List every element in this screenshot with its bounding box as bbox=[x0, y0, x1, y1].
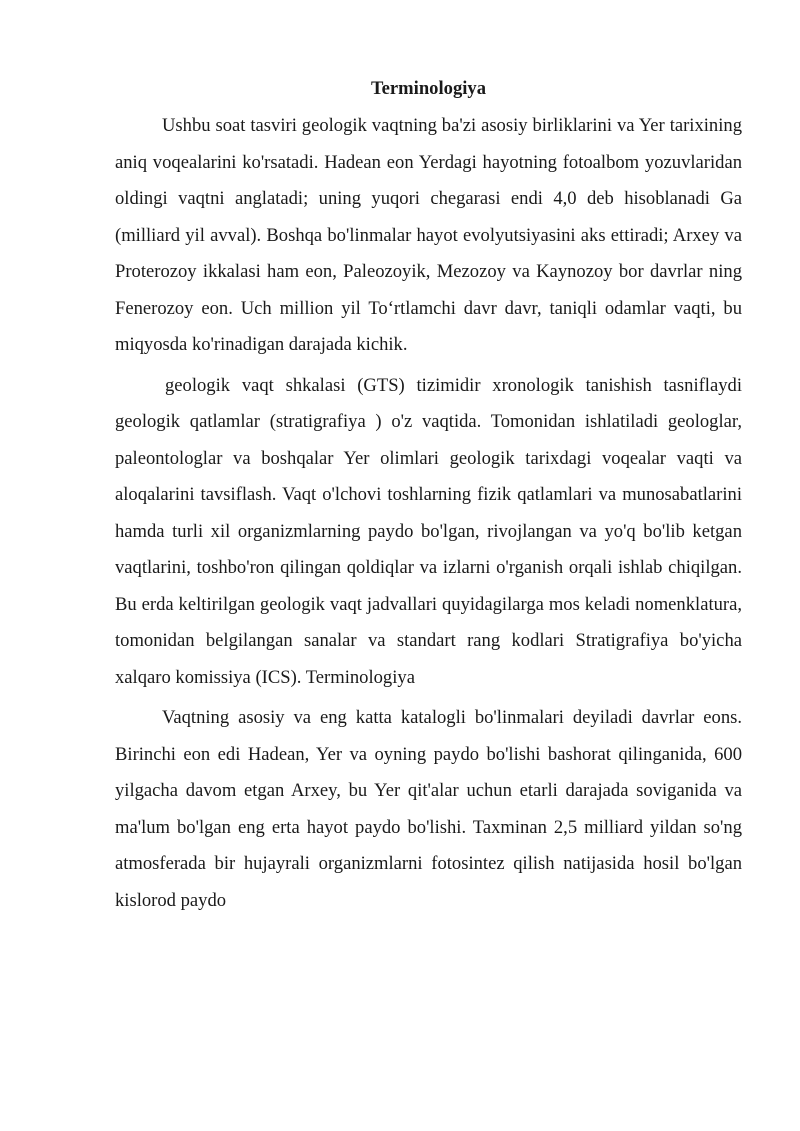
paragraph-2: geologik vaqt shkalasi (GTS) tizimidir xronologik tanishish tasniflaydi geologik qatlamlar (stratigrafiya ) o'z vaqtida. Tomonidan ishlatiladi geologlar, paleontologlar va boshqalar Yer olimlari geologik tarixdagi voqealar vaqti va aloqalarini tavsiflash. Vaqt o'lchovi toshlarning fizik qatlamlari va munosabatlarini hamda turli xil organizmlarning paydo bo'lgan, rivojlangan va yo'q bo'lib ketgan vaqtlarini, toshbo'ron qilingan qoldiqlar va izlarni o'rganish orqali ishlab chiqilgan. Bu erda keltirilgan geologik vaqt jadvallari quyidagilarga mos keladi nomenklatura, tomonidan belgilangan sanalar va standart rang kodlari Stratigrafiya bo'yicha xalqaro komissiya (ICS). Terminologiya bbox=[115, 374, 742, 688]
document-page bbox=[115, 72, 742, 923]
paragraph-1: Ushbu soat tasviri geologik vaqtning ba'zi asosiy birliklarini va Yer tarixining aniq voqealarini ko'rsatadi. Hadean eon Yerdagi hayotning fotoalbom yozuvlaridan oldingi vaqtni anglatadi; uning yuqori chegarasi endi 4,0 deb hisoblanadi Ga (milliard yil avval). Boshqa bo'linmalar hayot evolyutsiyasini aks ettiradi; Arxey va Proterozoy ikkalasi ham eon, Paleozoyik, Mezozoy va Kaynozoy bor davrlar ning Fenerozoy eon. Uch million yil To‘rtlamchi davr davr, taniqli odamlar vaqti, bu miqyosda ko'rinadigan darajada kichik. bbox=[115, 115, 742, 355]
paragraph-3: Vaqtning asosiy va eng katta katalogli bo'linmalari deyiladi davrlar eons. Birinchi eon edi Hadean, Yer va oyning paydo bo'lishi bashorat qilinganida, 600 yilgacha davom etgan Arxey, bu Yer qit'alar uchun etarli darajada soviganida va ma'lum bo'lgan eng erta hayot paydo bo'lishi. Taxminan 2,5 milliard yildan so'ng atmosferada bir hujayrali organizmlarni fotosintez qilish natijasida hosil bo'lgan kislorod paydo bbox=[115, 707, 742, 911]
document-title: Terminologiya bbox=[370, 78, 486, 99]
